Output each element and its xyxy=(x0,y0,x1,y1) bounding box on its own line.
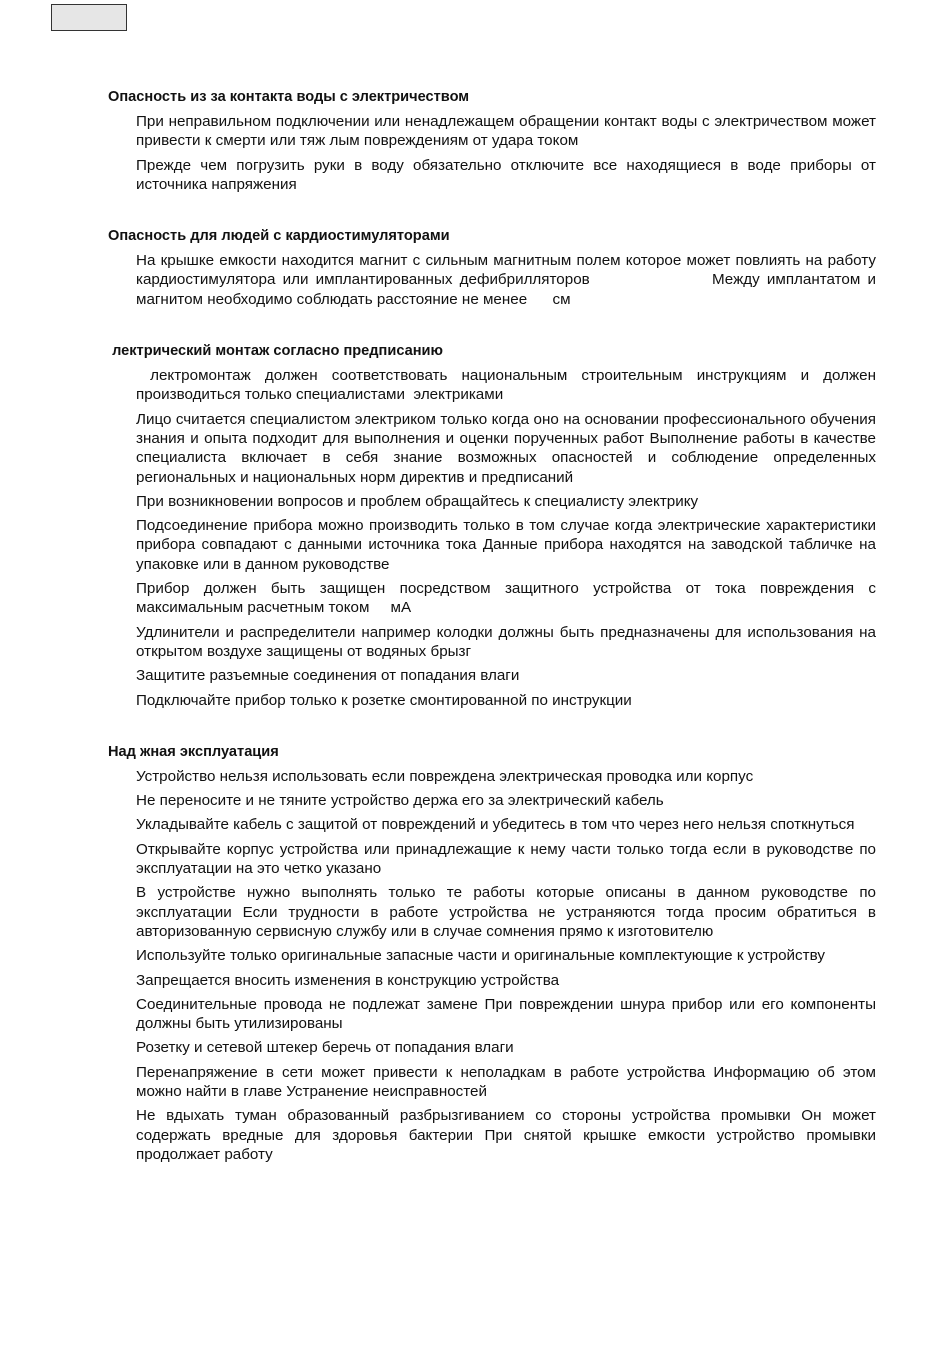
paragraph: Подсоединение прибора можно производить только в том случае когда электрические характеристики прибора совпадают с данными источника тока Данные прибора находятся на заводской табличке на упаковке или в данном руководстве xyxy=(136,517,876,573)
paragraph: Перенапряжение в сети может привести к неполадкам в работе устройства Информацию об этом можно найти в главе Устранение неисправностей xyxy=(136,1063,876,1100)
paragraph: Подключайте прибор только к розетке смонтированной по инструкции xyxy=(136,691,632,709)
page-number-box xyxy=(51,4,127,31)
paragraph: Не переносите и не тяните устройство держа его за электрический кабель xyxy=(136,792,664,810)
paragraph: Прежде чем погрузить руки в воду обязательно отключите все находящиеся в воде приборы от источника напряжения xyxy=(136,156,876,193)
section-heading: лектрический монтаж согласно предписанию xyxy=(108,343,443,360)
paragraph: В устройстве нужно выполнять только те работы которые описаны в данном руководстве по эксплуатации Если трудности в работе устройства не устраняются тогда просим обратиться в авторизованную сервисную службу или в случае сомнения прямо к изготовителю xyxy=(136,884,876,940)
section-safe-operation xyxy=(108,743,876,1164)
paragraph: Открывайте корпус устройства или принадлежащие к нему части только тогда если в руководстве по эксплуатации на это четко указано xyxy=(136,840,876,878)
paragraph: Укладывайте кабель с защитой от повреждений и убедитесь в том что через него нельзя споткнуться xyxy=(136,816,855,834)
paragraph: Запрещается вносить изменения в конструкцию устройства xyxy=(136,971,560,989)
section-heading: Над жная эксплуатация xyxy=(108,743,279,760)
paragraph: Устройство нельзя использовать если повреждена электрическая проводка или корпус xyxy=(136,767,754,785)
document-body xyxy=(108,88,881,1169)
paragraph: Удлинители и распределители например колодки должны быть предназначены для использования на открытом воздухе защищены от водяных брызг xyxy=(136,623,876,660)
section-pacemaker xyxy=(108,227,881,309)
section-water-electricity xyxy=(108,88,876,194)
paragraph: Защитите разъемные соединения от попадания влаги xyxy=(136,667,520,685)
paragraph: Розетку и сетевой штекер беречь от попадания влаги xyxy=(136,1039,514,1057)
paragraph: Не вдыхать туман образованный разбрызгиванием со стороны устройства промывки Он может содержать вредные для здоровья бактерии При снятой крышке емкости устройство промывки продолжает работу xyxy=(136,1107,876,1163)
section-electrical-installation xyxy=(108,342,881,710)
paragraph: Соединительные провода не подлежат замене При повреждении шнура прибор или его компоненты должны быть утилизированы xyxy=(136,995,876,1033)
paragraph: Лицо считается специалистом электриком только когда оно на основании профессионального обучения знания и опыта подходит для выполнения и оценки порученных работ Выполнение работы в качестве специалиста включает в себя знание возможных опасностей и соблюдение определенных региональных и национальных норм директив и предписаний xyxy=(136,410,876,486)
paragraph: При возникновении вопросов и проблем обращайтесь к специалисту электрику xyxy=(136,492,699,510)
paragraph: При неправильном подключении или ненадлежащем обращении контакт воды с электричеством может привести к смерти или тяж лым повреждениям от удара током xyxy=(136,113,876,150)
section-heading: Опасность из за контакта воды с электричеством xyxy=(108,89,470,105)
paragraph: Используйте только оригинальные запасные части и оригинальные комплектующие к устройству xyxy=(136,947,825,965)
paragraph: На крышке емкости находится магнит с сильным магнитным полем которое может повлиять на работу кардиостимулятора или имплантированных дефибрилляторов Между имплантатом и магнитом необходимо соблюдать расстояние не менее см xyxy=(136,252,881,308)
section-heading: Опасность для людей с кардиостимуляторами xyxy=(108,228,450,245)
paragraph: лектромонтаж должен соответствовать национальным строительным инструкциям и должен производиться только специалистами электриками xyxy=(136,367,881,404)
paragraph: Прибор должен быть защищен посредством защитного устройства от тока повреждения с максимальным расчетным током мА xyxy=(136,580,881,617)
